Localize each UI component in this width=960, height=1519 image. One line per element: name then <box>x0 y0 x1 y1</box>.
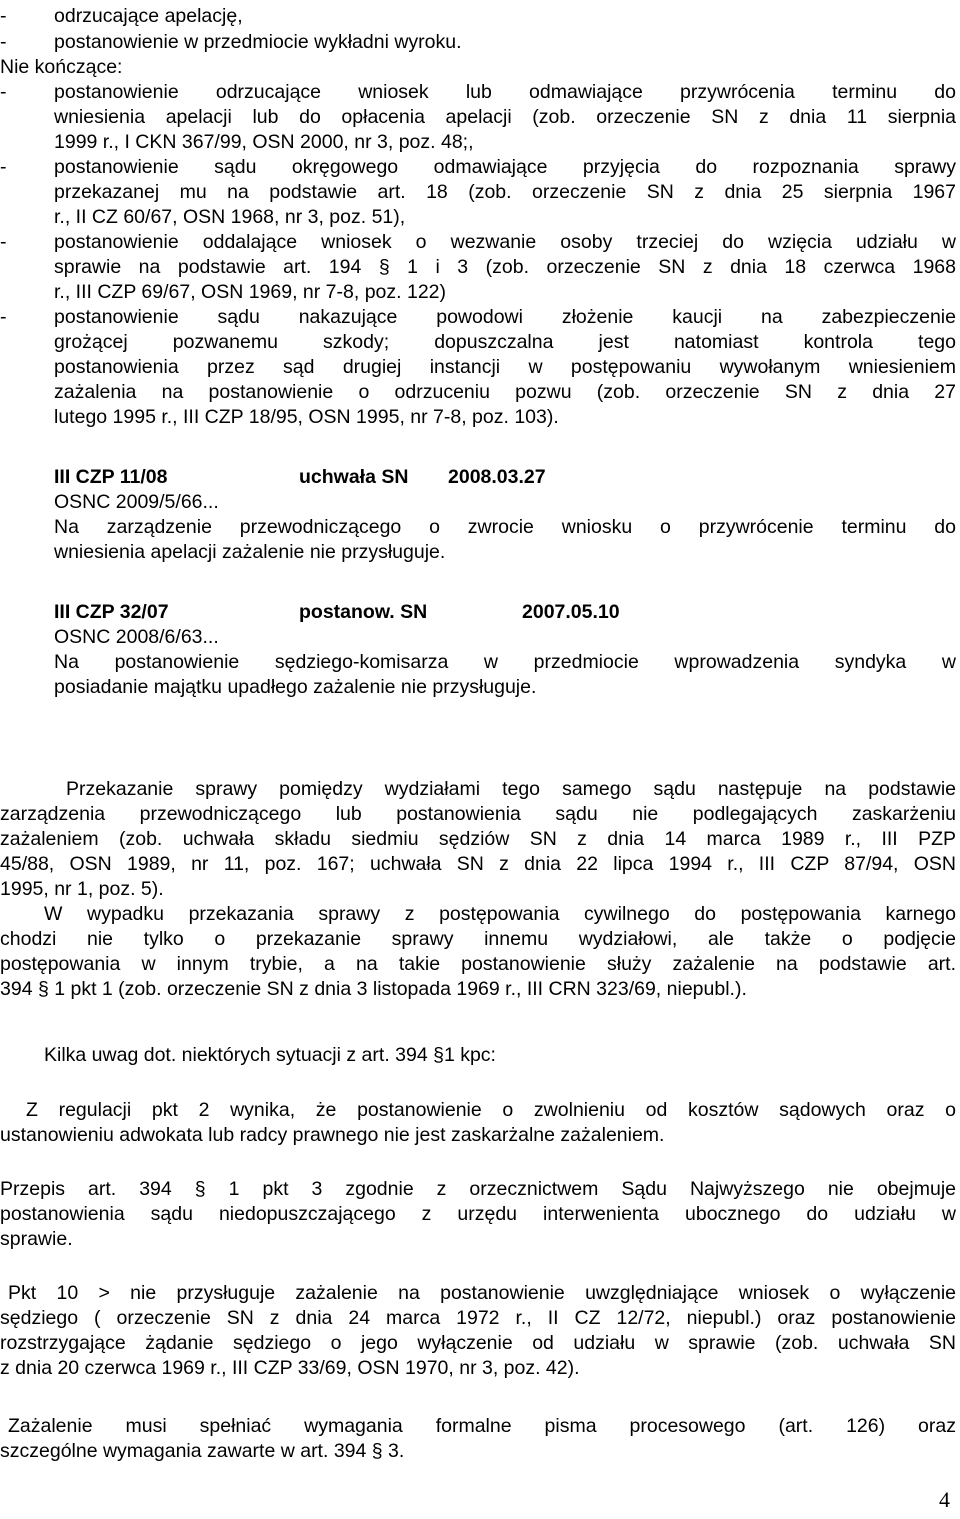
ruling-signature: III CZP 32/07 <box>54 601 169 623</box>
text-line: zażalenia na postanowienie o odrzuceniu pozwu (zob. orzeczenie SN z dnia 27 <box>54 381 956 403</box>
text-line: postanowienia przez sąd drugiej instancji w postępowaniu wywołanym wniesieniem <box>54 356 956 378</box>
paragraph-line: ustanowieniu adwokata lub radcy prawnego nie jest zaskarżalne zażaleniem. <box>0 1124 665 1146</box>
ruling-source: OSNC 2008/6/63... <box>54 626 219 648</box>
text-line: lutego 1995 r., III CZP 18/95, OSN 1995, nr 7-8, poz. 103). <box>54 406 559 428</box>
ruling-kind: postanow. SN <box>299 601 428 623</box>
ruling-text: posiadanie majątku upadłego zażalenie nie przysługuje. <box>54 676 537 698</box>
text-line: sprawie na podstawie art. 194 § 1 i 3 (zob. orzeczenie SN z dnia 18 czerwca 1968 <box>54 256 956 278</box>
paragraph-line: Przekazanie sprawy pomiędzy wydziałami tego samego sądu następuje na podstawie <box>66 778 956 800</box>
list-item: postanowienie w przedmiocie wykładni wyroku. <box>54 31 462 53</box>
dash: - <box>0 5 7 27</box>
list-item: postanowienie oddalające wniosek o wezwanie osoby trzeciej do wzięcia udziału w <box>54 231 956 253</box>
dash: - <box>0 306 7 328</box>
paragraph-line: W wypadku przekazania sprawy z postępowania cywilnego do postępowania karnego <box>44 903 956 925</box>
ruling-signature: III CZP 11/08 <box>54 466 168 488</box>
list-item: postanowienie odrzucające wniosek lub odmawiające przywrócenia terminu do <box>54 81 956 103</box>
dash: - <box>0 81 7 103</box>
paragraph-line: chodzi nie tylko o przekazanie sprawy innemu wydziałowi, ale także o podjęcie <box>0 928 956 950</box>
page-number: 4 <box>939 1487 950 1512</box>
ruling-kind: uchwała SN <box>299 466 409 488</box>
paragraph-line: Z regulacji pkt 2 wynika, że postanowienie o zwolnieniu od kosztów sądowych oraz o <box>26 1099 956 1121</box>
paragraph-line: Kilka uwag dot. niektórych sytuacji z art. 394 §1 kpc: <box>44 1044 496 1066</box>
dash: - <box>0 31 7 53</box>
paragraph-line: z dnia 20 czerwca 1969 r., III CZP 33/69, OSN 1970, nr 3, poz. 42). <box>0 1357 580 1379</box>
text-line: r., II CZ 60/67, OSN 1968, nr 3, poz. 51), <box>54 206 406 228</box>
paragraph-line: sprawie. <box>0 1228 73 1250</box>
ruling-date: 2007.05.10 <box>522 601 620 623</box>
ruling-text: Na zarządzenie przewodniczącego o zwrocie wniosku o przywrócenie terminu do <box>54 516 956 538</box>
text-line: 1999 r., I CKN 367/99, OSN 2000, nr 3, poz. 48;, <box>54 131 474 153</box>
paragraph-line: Zażalenie musi spełniać wymagania formalne pisma procesowego (art. 126) oraz <box>8 1415 956 1437</box>
paragraph-line: Przepis art. 394 § 1 pkt 3 zgodnie z orzecznictwem Sądu Najwyższego nie obejmuje <box>0 1178 956 1200</box>
ruling-text: wniesienia apelacji zażalenie nie przysługuje. <box>54 541 446 563</box>
paragraph-line: 1995, nr 1, poz. 5). <box>0 878 164 900</box>
text-line: r., III CZP 69/67, OSN 1969, nr 7-8, poz. 122) <box>54 281 447 303</box>
section-heading: Nie kończące: <box>0 56 123 78</box>
ruling-source: OSNC 2009/5/66... <box>54 491 219 513</box>
paragraph-line: postanowienia sądu niedopuszczającego z urzędu interwenienta ubocznego do udziału w <box>0 1203 956 1225</box>
paragraph-line: 45/88, OSN 1989, nr 11, poz. 167; uchwała SN z dnia 22 lipca 1994 r., III CZP 87/94, OSN <box>0 853 956 875</box>
list-item: odrzucające apelację, <box>54 5 243 27</box>
ruling-text: Na postanowienie sędziego-komisarza w przedmiocie wprowadzenia syndyka w <box>54 651 956 673</box>
paragraph-line: sędziego ( orzeczenie SN z dnia 24 marca 1972 r., II CZ 12/72, niepubl.) oraz postanowienie <box>0 1307 956 1329</box>
dash: - <box>0 156 7 178</box>
dash: - <box>0 231 7 253</box>
paragraph-line: zarządzenia przewodniczącego lub postanowienia sądu nie podlegających zaskarżeniu <box>0 803 956 825</box>
text-line: przekazanej mu na podstawie art. 18 (zob. orzeczenie SN z dnia 25 sierpnia 1967 <box>54 181 956 203</box>
text-line: wniesienia apelacji lub do opłacenia apelacji (zob. orzeczenie SN z dnia 11 sierpnia <box>54 106 956 128</box>
paragraph-line: Pkt 10 > nie przysługuje zażalenie na postanowienie uwzględniające wniosek o wyłączenie <box>8 1282 956 1304</box>
paragraph-line: rozstrzygające żądanie sędziego o jego wyłączenie od udziału w sprawie (zob. uchwała SN <box>0 1332 956 1354</box>
paragraph-line: 394 § 1 pkt 1 (zob. orzeczenie SN z dnia 3 listopada 1969 r., III CRN 323/69, niepubl.). <box>0 978 747 1000</box>
paragraph-line: postępowania w innym trybie, a na takie postanowienie służy zażalenie na podstawie art. <box>0 953 956 975</box>
list-item: postanowienie sądu nakazujące powodowi złożenie kaucji na zabezpieczenie <box>54 306 956 328</box>
list-item: postanowienie sądu okręgowego odmawiające przyjęcia do rozpoznania sprawy <box>54 156 956 178</box>
text-line: grożącej pozwanemu szkody; dopuszczalna jest natomiast kontrola tego <box>54 331 956 353</box>
ruling-date: 2008.03.27 <box>448 466 546 488</box>
paragraph-line: szczególne wymagania zawarte w art. 394 § 3. <box>0 1440 405 1462</box>
paragraph-line: zażaleniem (zob. uchwała składu siedmiu sędziów SN z dnia 14 marca 1989 r., III PZP <box>0 828 956 850</box>
